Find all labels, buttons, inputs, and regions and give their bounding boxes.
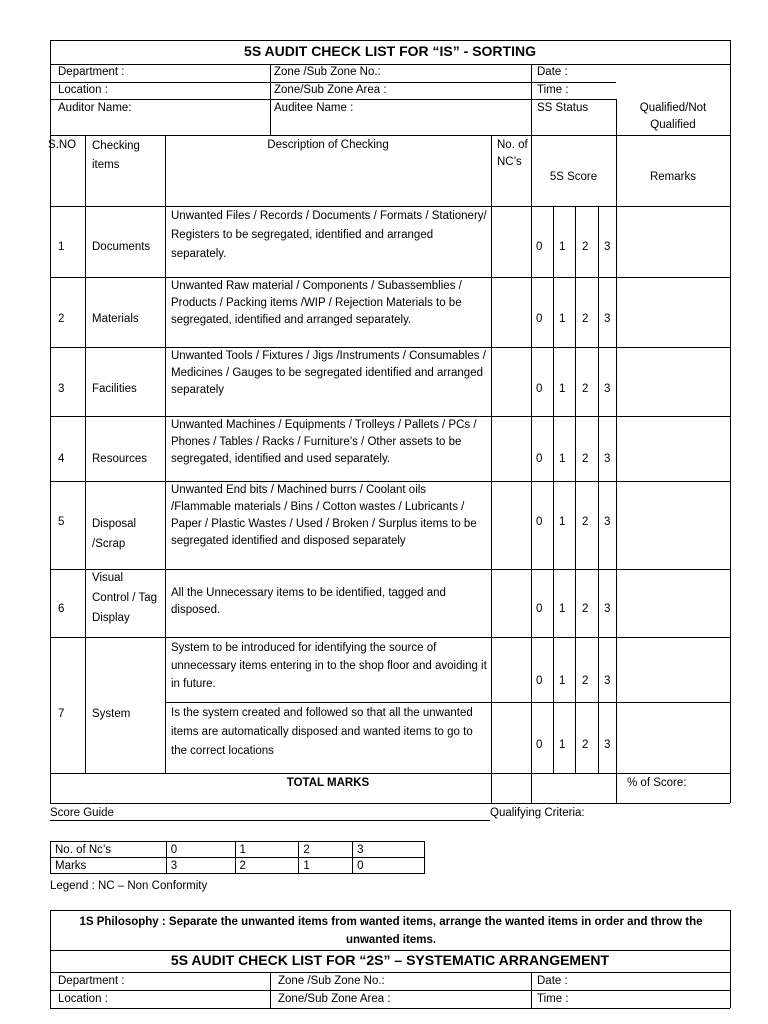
auditee-label: Auditee Name :: [274, 102, 354, 114]
nc-row: [51, 842, 425, 858]
score-option[interactable]: 1: [559, 453, 566, 465]
row-5-description: Unwanted End bits / Machined burrs / Coolant oils /Flammable materials / Bins / Cotton wastes / Lubricants / Paper / Plastic Wastes / Used / Broken / Surplus items to be segregated identified and disposed separately: [171, 484, 477, 547]
marks-value: 2: [235, 858, 299, 874]
legend-text: Legend : NC – Non Conformity: [50, 880, 208, 892]
score-option[interactable]: 2: [582, 313, 589, 325]
score-option[interactable]: 1: [559, 739, 566, 751]
row-1-sno: 1: [58, 241, 65, 253]
header-ncs: No. of NC’s: [497, 139, 528, 168]
score-option[interactable]: 0: [536, 313, 543, 325]
qualified-label: Qualified/Not Qualified: [639, 102, 707, 131]
score-option[interactable]: 3: [604, 313, 611, 325]
zone-no-label-2s: Zone /Sub Zone No.:: [278, 975, 385, 987]
score-option[interactable]: 3: [604, 516, 611, 528]
qualifying-criteria-label: Qualifying Criteria:: [490, 807, 585, 819]
score-option[interactable]: 3: [604, 383, 611, 395]
row-5-item: Disposal /Scrap: [92, 518, 137, 550]
marks-row: [51, 858, 425, 874]
time-label-2s: Time :: [537, 993, 569, 1005]
score-option[interactable]: 0: [536, 675, 543, 687]
auditor-label: Auditor Name:: [58, 102, 132, 114]
sorting-title: 5S AUDIT CHECK LIST FOR “IS” - SORTING: [244, 43, 536, 59]
row-4-item: Resources: [92, 453, 147, 465]
score-option[interactable]: 0: [536, 241, 543, 253]
department-label: Department :: [58, 66, 125, 78]
header-checking-items: Checking items: [92, 140, 140, 171]
score-option[interactable]: 1: [559, 516, 566, 528]
nc-value: 0: [166, 842, 235, 858]
score-option[interactable]: 1: [559, 241, 566, 253]
score-option[interactable]: 0: [536, 453, 543, 465]
score-option[interactable]: 0: [536, 739, 543, 751]
row-1-description: Unwanted Files / Records / Documents / Formats / Stationery/ Registers to be segregated, identified and arranged separately.: [171, 210, 487, 260]
row-7a-description: System to be introduced for identifying the source of unnecessary items entering in to the shop floor and avoiding it in future.: [171, 642, 487, 690]
header-remarks: Remarks: [649, 171, 696, 183]
zone-no-label: Zone /Sub Zone No.:: [274, 66, 381, 78]
score-option[interactable]: 1: [559, 675, 566, 687]
nc-value: 1: [235, 842, 299, 858]
percent-score-label: % of Score:: [627, 777, 687, 789]
marks-value: 3: [166, 858, 235, 874]
score-guide-label: Score Guide: [50, 807, 114, 819]
time-label: Time :: [537, 84, 569, 96]
score-option[interactable]: 2: [582, 675, 589, 687]
score-option[interactable]: 1: [559, 603, 566, 615]
score-option[interactable]: 2: [582, 516, 589, 528]
score-option[interactable]: 2: [582, 241, 589, 253]
score-option[interactable]: 1: [559, 313, 566, 325]
total-marks-label: TOTAL MARKS: [286, 777, 370, 789]
row-1-item: Documents: [92, 241, 151, 253]
score-option[interactable]: 3: [604, 453, 611, 465]
score-option[interactable]: 0: [536, 516, 543, 528]
date-label: Date :: [537, 66, 568, 78]
zone-area-label-2s: Zone/Sub Zone Area :: [278, 993, 391, 1005]
score-option[interactable]: 0: [536, 603, 543, 615]
nc-value: 3: [353, 842, 425, 858]
location-label-2s: Location :: [58, 993, 108, 1005]
score-option[interactable]: 3: [604, 603, 611, 615]
row-6-item: Visual Control / Tag Display: [92, 572, 157, 624]
date-label-2s: Date :: [537, 975, 568, 987]
marks-value: 0: [353, 858, 425, 874]
row-4-sno: 4: [58, 453, 65, 465]
marks-value: 1: [299, 858, 353, 874]
row-5-sno: 5: [58, 516, 65, 528]
header-description: Description of Checking: [267, 139, 389, 151]
score-guide-table: [50, 841, 425, 874]
row-3-sno: 3: [58, 383, 65, 395]
score-option[interactable]: 3: [604, 241, 611, 253]
row-4-description: Unwanted Machines / Equipments / Trolleys / Pallets / PCs / Phones / Tables / Racks / Furniture’s / Other assets to be segregated, identified and used separately.: [171, 419, 477, 465]
row-2-item: Materials: [92, 313, 139, 325]
location-label: Location :: [58, 84, 108, 96]
score-option[interactable]: 2: [582, 453, 589, 465]
arrangement-title: 5S AUDIT CHECK LIST FOR “2S” – SYSTEMATIC ARRANGEMENT: [170, 952, 610, 968]
row-2-sno: 2: [58, 313, 65, 325]
row-2-description: Unwanted Raw material / Components / Subassemblies / Products / Packing items /WIP / Rejection Materials to be segregated, identified and arranged separately.: [171, 280, 462, 326]
row-7b-description: Is the system created and followed so that all the unwanted items are automatically disposed and wanted items to go to the correct locations: [171, 707, 473, 757]
nc-label: No. of Nc’s: [51, 842, 167, 858]
score-option[interactable]: 1: [559, 383, 566, 395]
philosophy-text: 1S Philosophy : Separate the unwanted items from wanted items, arrange the wanted items in order and throw the unwanted items.: [79, 916, 703, 946]
score-option[interactable]: 2: [582, 739, 589, 751]
status-label: SS Status: [537, 102, 589, 114]
row-6-description: All the Unnecessary items to be identified, tagged and disposed.: [171, 587, 446, 616]
nc-value: 2: [299, 842, 353, 858]
zone-area-label: Zone/Sub Zone Area :: [274, 84, 387, 96]
score-option[interactable]: 2: [582, 383, 589, 395]
row-7-sno: 7: [58, 708, 65, 720]
header-sno: S.NO: [48, 139, 77, 151]
score-option[interactable]: 0: [536, 383, 543, 395]
header-5s-score: 5S Score: [549, 171, 598, 183]
score-option[interactable]: 2: [582, 603, 589, 615]
marks-label: Marks: [51, 858, 167, 874]
row-3-description: Unwanted Tools / Fixtures / Jigs /Instruments / Consumables / Medicines / Gauges to be segregated identified and arranged separately: [171, 350, 486, 396]
row-7-item: System: [92, 708, 131, 720]
score-option[interactable]: 3: [604, 739, 611, 751]
department-label-2s: Department :: [58, 975, 125, 987]
row-3-item: Facilities: [92, 383, 137, 395]
score-option[interactable]: 3: [604, 675, 611, 687]
row-6-sno: 6: [58, 603, 65, 615]
